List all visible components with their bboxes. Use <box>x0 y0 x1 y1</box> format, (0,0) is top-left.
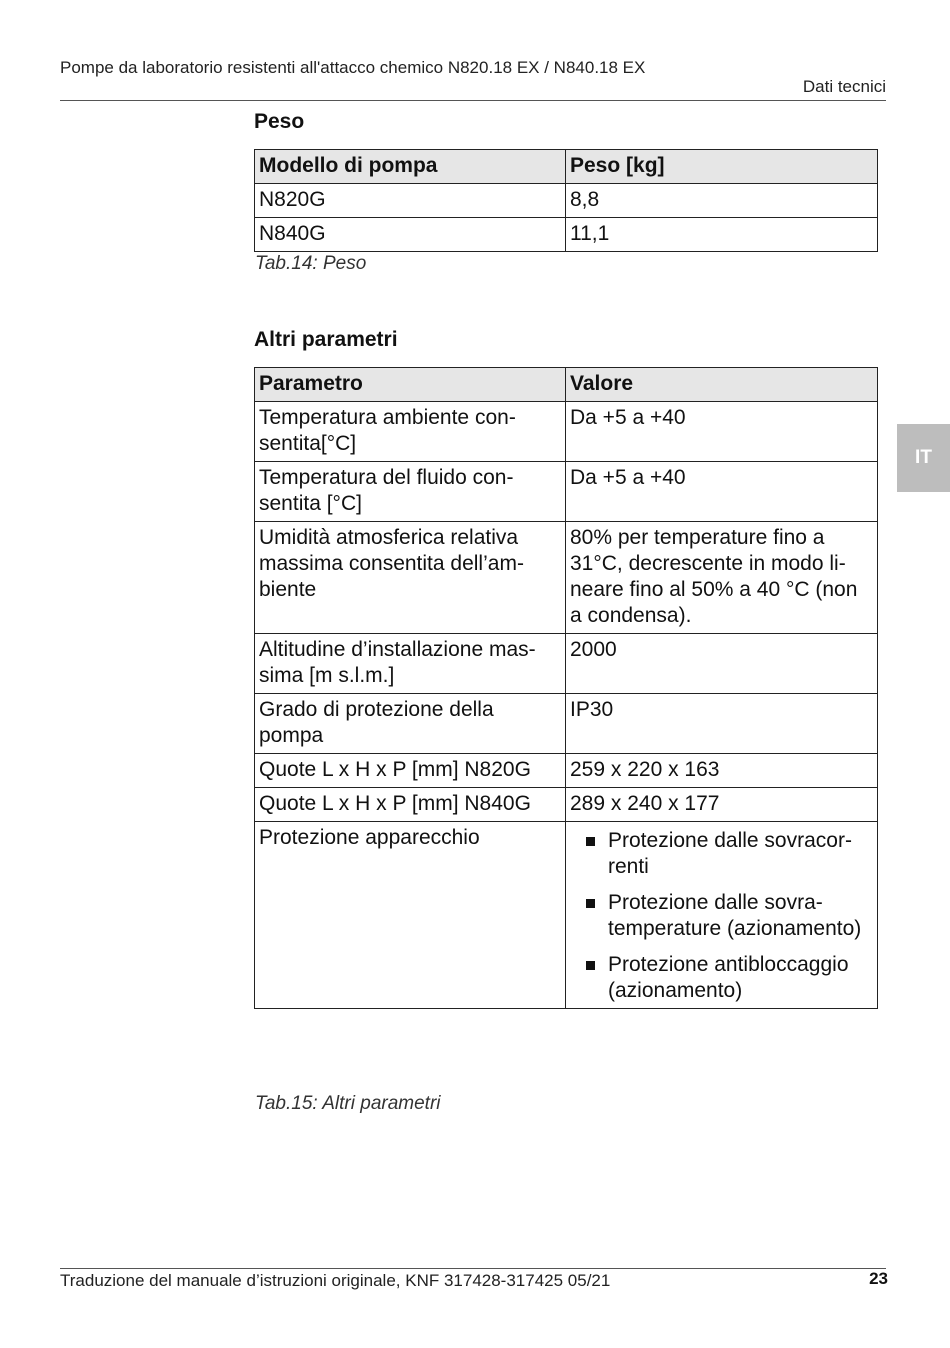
list-item <box>570 828 873 880</box>
table-cell: Protezione apparecchio <box>255 822 566 1009</box>
bullet-square-icon <box>586 837 595 846</box>
column-header: Valore <box>566 368 878 402</box>
params-section-title: Altri parametri <box>254 328 398 351</box>
table-cell: 289 x 240 x 177 <box>566 788 878 822</box>
footer-divider <box>60 1268 886 1269</box>
table-row <box>255 694 878 754</box>
table-cell: Da +5 a +40 <box>566 402 878 462</box>
footer-text: Traduzione del manuale d’istruzioni originale, KNF 317428-317425 05/21 <box>60 1271 611 1290</box>
language-tab <box>897 424 950 492</box>
table-cell: 259 x 220 x 163 <box>566 754 878 788</box>
table-cell: N840G <box>255 218 566 252</box>
list-item-text: Protezione dalle sovracorrenti <box>608 829 852 878</box>
table-cell-list <box>566 822 878 1009</box>
table-row <box>255 402 878 462</box>
table-row <box>255 218 878 252</box>
table-cell: Quote L x H x P [mm] N840G <box>255 788 566 822</box>
table-cell: 11,1 <box>566 218 878 252</box>
table-row <box>255 184 878 218</box>
table-cell: 2000 <box>566 634 878 694</box>
bullet-square-icon <box>586 899 595 908</box>
page-number: 23 <box>869 1269 888 1288</box>
list-item <box>570 952 873 1004</box>
table-cell: Quote L x H x P [mm] N820G <box>255 754 566 788</box>
table-cell: 8,8 <box>566 184 878 218</box>
weight-table <box>254 149 878 252</box>
list-item <box>570 890 873 942</box>
table-row <box>255 462 878 522</box>
column-header: Parametro <box>255 368 566 402</box>
weight-section-title: Peso <box>254 110 305 133</box>
list-item-text: Protezione antibloccaggio (azionamento) <box>608 953 849 1002</box>
table-cell: Temperatura del fluido consentita [°C] <box>255 462 566 522</box>
table-caption: Tab.15: Altri parametri <box>255 1093 441 1114</box>
table-row <box>255 754 878 788</box>
table-cell: IP30 <box>566 694 878 754</box>
table-header-row <box>255 150 878 184</box>
table-cell: Grado di protezione della pompa <box>255 694 566 754</box>
table-row <box>255 522 878 634</box>
header-section: Dati tecnici <box>802 77 886 96</box>
column-header: Modello di pompa <box>255 150 566 184</box>
list-item-text: Protezione dalle sovratemperature (azionamento) <box>608 891 862 940</box>
params-table <box>254 367 878 1009</box>
table-cell: Altitudine d’installazione massima [m s.l.m.] <box>255 634 566 694</box>
table-caption: Tab.14: Peso <box>255 253 367 274</box>
table-cell: Umidità atmosferica relativa massima consentita dell’ambiente <box>255 522 566 634</box>
header-title: Pompe da laboratorio resistenti all'attacco chemico N820.18 EX / N840.18 EX <box>60 58 646 77</box>
language-tab-label: IT <box>915 447 932 468</box>
table-row <box>255 788 878 822</box>
table-cell: N820G <box>255 184 566 218</box>
table-cell: 80% per temperature fino a 31°C, decrescente in modo lineare fino al 50% a 40 °C (non a condensa). <box>566 522 878 634</box>
table-cell: Temperatura ambiente consentita[°C] <box>255 402 566 462</box>
protection-list <box>570 828 873 1004</box>
table-row <box>255 822 878 1009</box>
table-header-row <box>255 368 878 402</box>
table-row <box>255 634 878 694</box>
table-cell: Da +5 a +40 <box>566 462 878 522</box>
header-divider <box>60 100 886 101</box>
column-header: Peso [kg] <box>566 150 878 184</box>
bullet-square-icon <box>586 961 595 970</box>
